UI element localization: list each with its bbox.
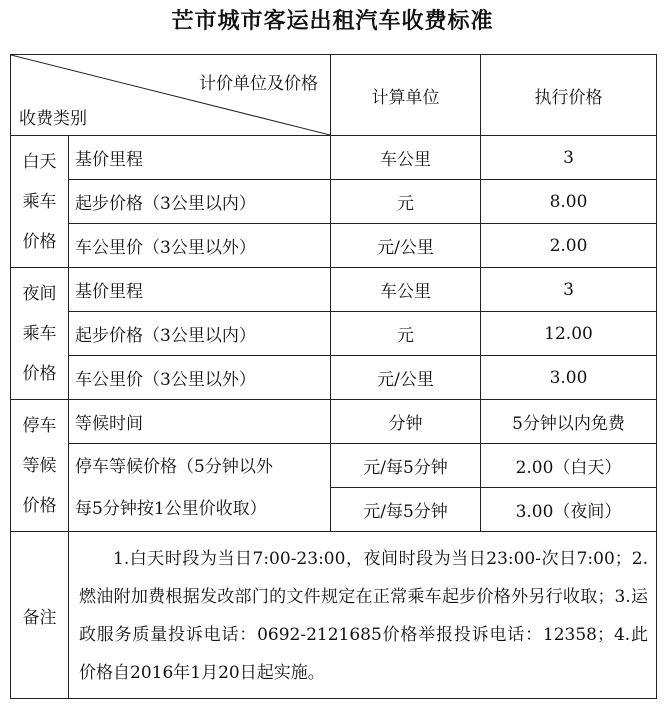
header-pricing-unit-label: 计价单位及价格 (199, 74, 318, 94)
unit-cell: 元/公里 (331, 356, 481, 400)
price-cell: 3.00（夜间） (481, 488, 657, 532)
unit-cell: 元/每5分钟 (331, 444, 481, 488)
item-cell-waiting-price (69, 444, 331, 532)
table-row (11, 224, 657, 268)
header-price: 执行价格 (481, 55, 657, 136)
unit-cell: 元/每5分钟 (331, 488, 481, 532)
category-text: 夜间 (22, 283, 57, 304)
remarks-label: 备注 (11, 532, 69, 699)
price-cell: 12.00 (481, 312, 657, 356)
category-text: 价格 (22, 495, 57, 516)
item-line: 每5分钟按1公里价收取） (75, 498, 267, 519)
price-cell: 2.00 (481, 224, 657, 268)
table-row (11, 312, 657, 356)
price-cell: 3.00 (481, 356, 657, 400)
category-text: 等候 (22, 455, 57, 476)
category-day (11, 136, 69, 268)
unit-cell: 车公里 (331, 136, 481, 180)
price-cell: 2.00（白天） (481, 444, 657, 488)
category-text: 停车 (22, 415, 57, 436)
table-row (11, 268, 657, 312)
item-cell: 基价里程 (69, 268, 331, 312)
header-category-label: 收费类别 (19, 109, 87, 129)
price-cell: 3 (481, 268, 657, 312)
price-cell: 8.00 (481, 180, 657, 224)
table-row (11, 136, 657, 180)
price-cell: 5分钟以内免费 (481, 400, 657, 444)
category-text: 乘车 (22, 323, 57, 344)
diagonal-header-cell (11, 55, 331, 136)
fare-table (10, 54, 657, 699)
remarks-row (11, 532, 657, 699)
unit-cell: 元 (331, 312, 481, 356)
table-header-row (11, 55, 657, 136)
category-text: 乘车 (22, 191, 57, 212)
unit-cell: 车公里 (331, 268, 481, 312)
item-cell: 等候时间 (69, 400, 331, 444)
table-row (11, 444, 657, 488)
category-text: 价格 (22, 231, 57, 252)
category-text: 白天 (22, 151, 57, 172)
header-unit: 计算单位 (331, 55, 481, 136)
category-waiting (11, 400, 69, 532)
category-text: 价格 (22, 363, 57, 384)
item-line: 停车等候价格（5分钟以外 (75, 456, 273, 477)
table-row (11, 356, 657, 400)
remarks-cell (69, 532, 657, 699)
item-cell: 车公里价（3公里以外） (69, 356, 331, 400)
remarks-text: 1.白天时段为当日7:00-23:00，夜间时段为当日23:00-次日7:00；2.燃油附加费根据发改部门的文件规定在正常乘车起步价格外另行收取；3.运政服务质量投诉电话：0692-2121685价格举报投诉电话：12358；4.此价格自2016年1月20日起实施。 (79, 549, 648, 683)
unit-cell: 元 (331, 180, 481, 224)
item-cell: 基价里程 (69, 136, 331, 180)
unit-cell: 元/公里 (331, 224, 481, 268)
category-night (11, 268, 69, 400)
item-cell: 起步价格（3公里以内） (69, 180, 331, 224)
item-cell: 车公里价（3公里以外） (69, 224, 331, 268)
table-row (11, 400, 657, 444)
unit-cell: 分钟 (331, 400, 481, 444)
table-row (11, 180, 657, 224)
item-cell: 起步价格（3公里以内） (69, 312, 331, 356)
page-title: 芒市城市客运出租汽车收费标准 (171, 9, 494, 34)
price-cell: 3 (481, 136, 657, 180)
